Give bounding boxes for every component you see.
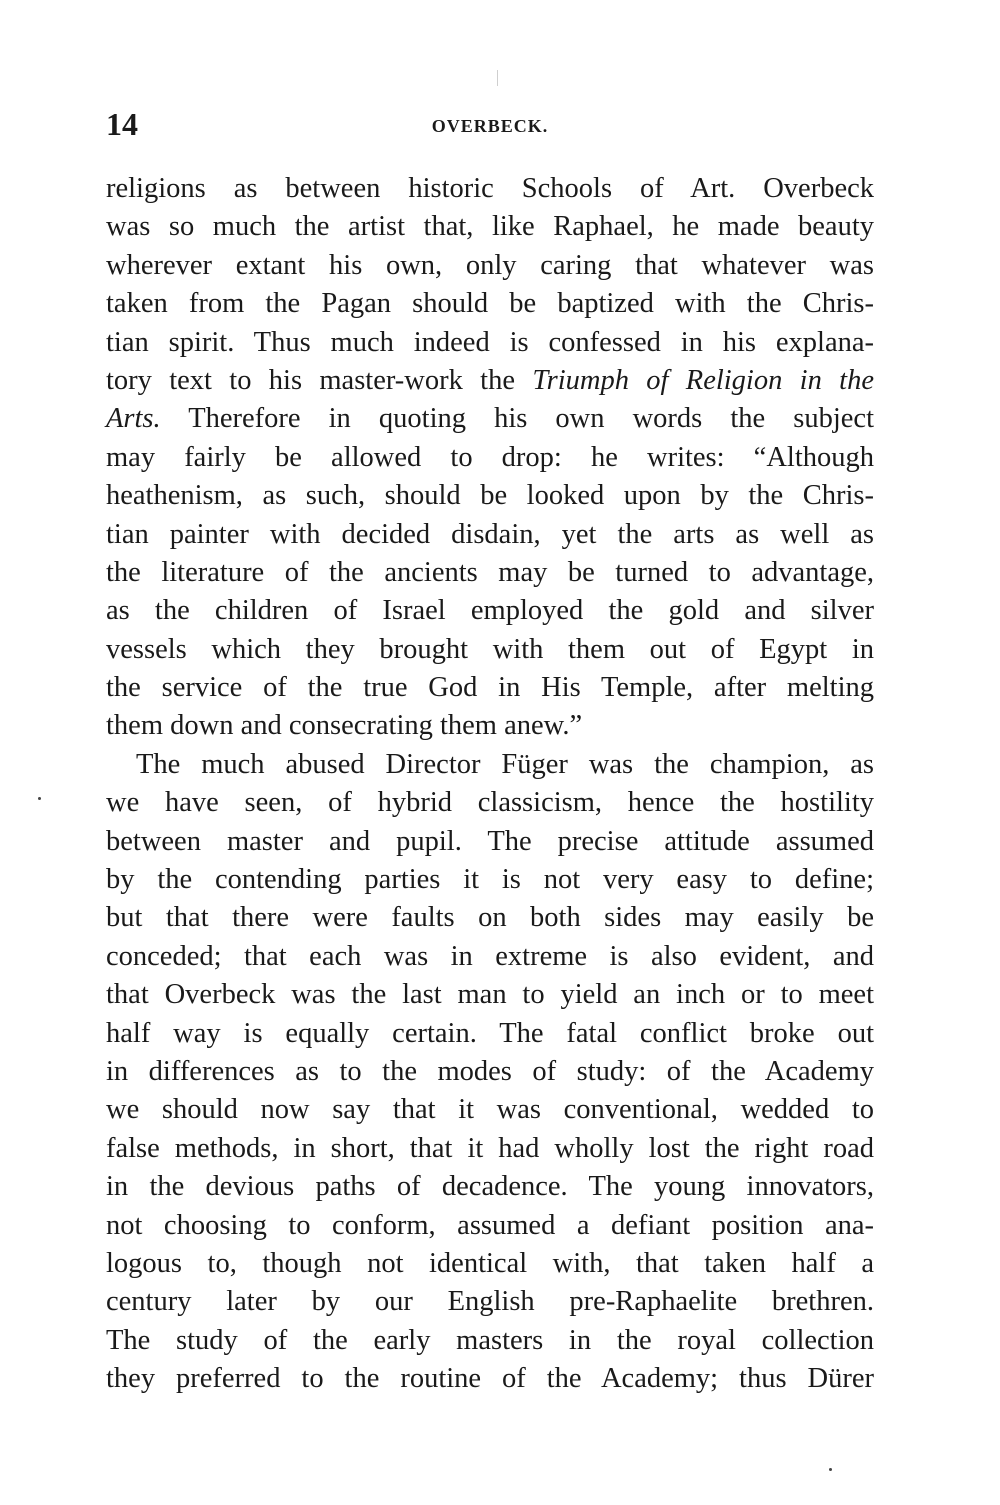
paragraph-start-line: The much abused Director Füger was the champion, as — [136, 748, 874, 780]
text-line: half way is equally certain. The fatal conflict broke out — [106, 1017, 874, 1049]
text-line: the literature of the ancients may be turned to advantage, — [106, 556, 874, 588]
text-line — [106, 362, 874, 400]
text-line: false methods, in short, that it had wholly lost the right road — [106, 1132, 874, 1164]
text-line: they preferred to the routine of the Academy; thus Dürer — [106, 1363, 874, 1395]
text-line: taken from the Pagan should be baptized with the Chris- — [106, 288, 874, 320]
text-line: by the contending parties it is not very easy to define; — [106, 864, 874, 896]
text-line — [106, 400, 874, 438]
text-line: not choosing to conform, assumed a defiant position ana- — [106, 1209, 874, 1241]
italic-title: Arts. — [106, 403, 161, 435]
text-line: we should now say that it was conventional, wedded to — [106, 1094, 874, 1126]
text-run: tory text to his master-work the — [106, 364, 533, 396]
margin-mark — [497, 70, 498, 86]
text-line: The study of the early masters in the royal collection — [106, 1324, 874, 1356]
text-line: conceded; that each was in extreme is also evident, and — [106, 940, 874, 972]
text-line: vessels which they brought with them out of Egypt in — [106, 633, 874, 665]
text-line: but that there were faults on both sides may easily be — [106, 902, 874, 934]
text-line: was so much the artist that, like Raphael, he made beauty — [106, 211, 874, 243]
text-line: may fairly be allowed to drop: he writes: “Although — [106, 441, 874, 473]
text-run: Therefore in quoting his own words the subject — [160, 403, 874, 435]
text-line: that Overbeck was the last man to yield an inch or to meet — [106, 979, 874, 1011]
text-line: wherever extant his own, only caring that whatever was — [106, 249, 874, 281]
text-line: religions as between historic Schools of Art. Overbeck — [106, 173, 874, 204]
page-number: 14 — [106, 106, 138, 142]
text-line: tian painter with decided disdain, yet the arts as well as — [106, 518, 874, 550]
scan-speck — [829, 1468, 832, 1471]
italic-title: Triumph of Religion in the — [532, 364, 874, 396]
scan-speck — [38, 797, 41, 800]
text-line: the service of the true God in His Temple, after melting — [106, 672, 874, 704]
text-line: we have seen, of hybrid classicism, hence the hostility — [106, 787, 874, 819]
page-header — [106, 104, 874, 144]
paragraph-end-line: them down and consecrating them anew.” — [106, 710, 583, 742]
text-line: between master and pupil. The precise attitude assumed — [106, 825, 874, 857]
text-line: in the devious paths of decadence. The young innovators, — [106, 1171, 874, 1203]
text-line: in differences as to the modes of study: of the Academy — [106, 1055, 874, 1087]
text-line: heathenism, as such, should be looked upon by the Chris- — [106, 480, 874, 512]
text-line: tian spirit. Thus much indeed is confessed in his explana- — [106, 326, 874, 358]
text-line: logous to, though not identical with, that taken half a — [106, 1247, 874, 1279]
text-line: as the children of Israel employed the gold and silver — [106, 595, 874, 627]
body-text — [106, 170, 874, 1399]
text-line: century later by our English pre-Raphaelite brethren. — [106, 1286, 874, 1318]
running-head: OVERBECK. — [431, 116, 549, 136]
